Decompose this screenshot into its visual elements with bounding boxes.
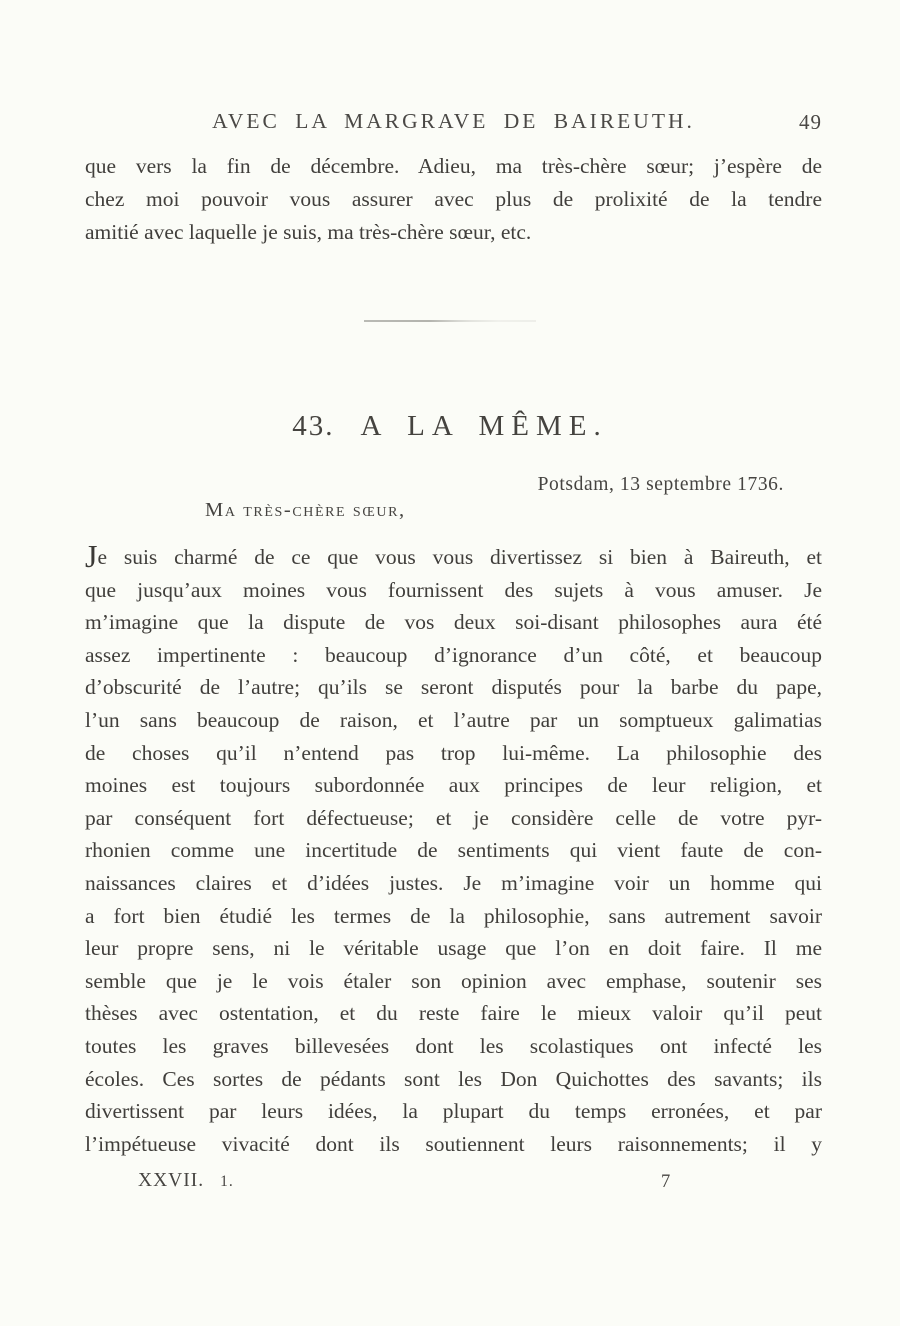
section-divider bbox=[364, 320, 536, 322]
running-header bbox=[85, 109, 822, 139]
dateline: Potsdam, 13 septembre 1736. bbox=[537, 474, 784, 495]
first-line-text: e suis charmé de ce que vous vous divertissez si bien à Baireuth, et bbox=[97, 545, 822, 569]
text-line: l’impétueuse vivacité dont ils soutiennent leurs raisonnements; il y bbox=[85, 1131, 822, 1156]
text-line: rhonien comme une incertitude de sentiments qui vient faute de con- bbox=[85, 838, 822, 863]
text-line: amitié avec laquelle je suis, ma très-chère sœur, etc. bbox=[85, 220, 532, 244]
letter-body-lines bbox=[85, 574, 822, 1161]
letter-number: 43. bbox=[292, 410, 335, 442]
text-line: que jusqu’aux moines vous fournissent des sujets à vous amuser. Je bbox=[85, 577, 822, 602]
salutation: Ma très-chère sœur, bbox=[205, 499, 406, 521]
letter-body bbox=[85, 538, 822, 1160]
drop-cap-initial: J bbox=[85, 538, 98, 574]
text-line: l’un sans beaucoup de raison, et l’autre par un somptueux galimatias bbox=[85, 707, 822, 732]
page-number: 49 bbox=[799, 110, 822, 134]
part-label: 1. bbox=[220, 1173, 234, 1190]
volume-label: XXVII. bbox=[138, 1170, 205, 1191]
text-line: que vers la fin de décembre. Adieu, ma très-chère sœur; j’espère de bbox=[85, 154, 822, 178]
text-line: par conséquent fort défectueuse; et je considère celle de votre pyr- bbox=[85, 805, 822, 830]
text-line bbox=[85, 538, 822, 574]
letter-title: A LA MÊME. bbox=[360, 410, 608, 442]
previous-letter-closing-paragraph bbox=[85, 150, 822, 249]
text-line: leur propre sens, ni le véritable usage que l’on en doit faire. Il me bbox=[85, 936, 822, 961]
text-line: semble que je le vois étaler son opinion avec emphase, soutenir ses bbox=[85, 968, 822, 993]
printer-signature-mark: 7 bbox=[661, 1172, 671, 1192]
text-line: moines est toujours subordonnée aux principes de leur religion, et bbox=[85, 773, 822, 798]
running-header-title: AVEC LA MARGRAVE DE BAIREUTH. bbox=[212, 109, 695, 133]
text-line: divertissent par leurs idées, la plupart du temps erronées, et par bbox=[85, 1099, 822, 1124]
text-line: chez moi pouvoir vous assurer avec plus de prolixité de la tendre bbox=[85, 187, 822, 211]
volume-indication bbox=[138, 1170, 234, 1192]
text-line: toutes les graves billevesées dont les scolastiques ont infecté les bbox=[85, 1033, 822, 1058]
text-line: naissances claires et d’idées justes. Je m’imagine voir un homme qui bbox=[85, 870, 822, 895]
text-line: assez impertinente : beaucoup d’ignorance d’un côté, et beaucoup bbox=[85, 642, 822, 667]
text-line: thèses avec ostentation, et du reste faire le mieux valoir qu’il peut bbox=[85, 1001, 822, 1026]
letter-heading bbox=[0, 410, 900, 443]
text-line: d’obscurité de l’autre; qu’ils se seront disputés pour la barbe du pape, bbox=[85, 675, 822, 700]
text-line: m’imagine que la dispute de vos deux soi-disant philosophes aura été bbox=[85, 610, 822, 635]
text-line: écoles. Ces sortes de pédants sont les Don Quichottes des savants; ils bbox=[85, 1066, 822, 1091]
text-line: a fort bien étudié les termes de la philosophie, sans autrement savoir bbox=[85, 903, 822, 928]
text-line: de choses qu’il n’entend pas trop lui-même. La philosophie des bbox=[85, 740, 822, 765]
